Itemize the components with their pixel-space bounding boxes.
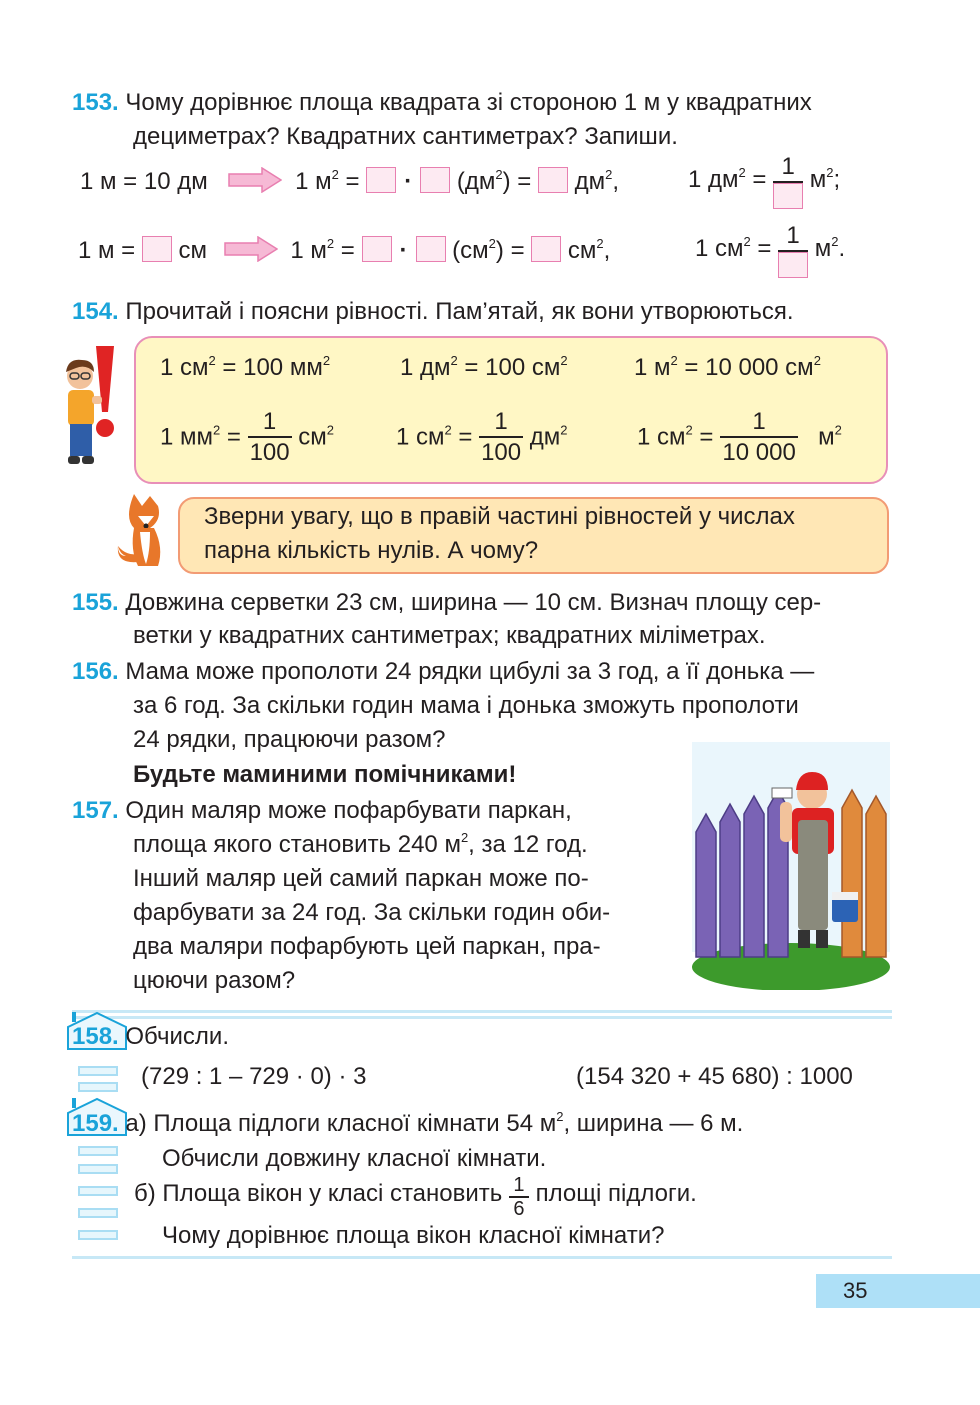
equation-text: 1 м	[290, 237, 327, 264]
note-line1: Зверни увагу, що в правій частині рівностей у числах	[204, 503, 795, 530]
task-156-motto: Будьте маминими помічниками!	[133, 761, 517, 788]
task-155-line2: ветки у квадратних сантиметрах; квадратних міліметрах.	[133, 622, 766, 649]
numerator: 1	[479, 408, 523, 438]
superscript: 2	[560, 422, 568, 438]
task-153-line1	[72, 86, 812, 120]
answer-box[interactable]	[538, 167, 568, 193]
numerator: 1	[773, 153, 803, 183]
task-number: 153.	[72, 89, 119, 116]
task-153-row2-right: 1 $см^2$ = 1 $м^2$.	[695, 222, 845, 282]
formula-row1-eq3	[634, 354, 821, 382]
equation-text: 1 м = 10 дм	[80, 168, 208, 195]
equation-text: м	[809, 166, 827, 193]
formula-row1-eq1	[160, 354, 330, 382]
fraction	[479, 408, 523, 468]
punctuation: .	[838, 235, 846, 262]
decor-bar	[78, 1146, 118, 1156]
equation-text: = 100 см	[457, 354, 561, 381]
task-text: , за 12 год.	[468, 831, 588, 858]
task-number: 159.	[72, 1110, 119, 1137]
equation-text: 1 дм	[688, 166, 739, 193]
numerator: 1	[778, 222, 808, 252]
superscript: 2	[834, 422, 842, 438]
equation-text: м	[818, 423, 835, 451]
numerator: 1	[248, 408, 292, 438]
task-159-line3	[134, 1174, 697, 1220]
decor-bar	[78, 1186, 118, 1196]
superscript: 2	[605, 167, 613, 182]
equation-text: см	[567, 237, 597, 264]
answer-box[interactable]	[420, 167, 450, 193]
task-159-line1	[72, 1107, 743, 1141]
superscript: 2	[813, 353, 821, 368]
formula-row1-eq2	[400, 354, 568, 382]
task-155-line1	[72, 586, 821, 620]
superscript: 2	[488, 236, 496, 251]
task-157-line4: фарбувати за 24 год. За скільки годин оби-	[133, 899, 611, 926]
denominator: 100	[249, 439, 290, 466]
superscript: 2	[596, 236, 604, 251]
task-157-line5: два маляри пофарбують цей паркан, пра-	[133, 933, 601, 960]
answer-box[interactable]	[366, 167, 396, 193]
denominator	[778, 252, 808, 282]
formula-row2-eq2: 1 $см^2$ = $\frac{1}{100}$ $дм^2$	[396, 408, 568, 466]
task-158-expr2: (154 320 + 45 680) : 1000	[576, 1063, 853, 1090]
task-number: 157.	[72, 797, 119, 824]
task-158-expr1: (729 : 1 – 729 · 0) · 3	[141, 1063, 367, 1090]
equation-text: дм	[529, 423, 561, 451]
task-number: 158.	[72, 1023, 119, 1050]
task-text: площі підлоги.	[535, 1180, 697, 1207]
note-line2: парна кількість нулів. А чому?	[204, 537, 539, 564]
equation-text: 1 м =	[78, 237, 136, 264]
answer-box[interactable]	[773, 183, 803, 209]
equation-text: = 100 мм	[215, 354, 323, 381]
superscript: 2	[556, 1109, 564, 1124]
section-divider-top-2	[72, 1016, 892, 1019]
task-text: площа якого становить 240 м	[133, 831, 461, 858]
decor-bar	[78, 1164, 118, 1174]
superscript: 2	[326, 236, 335, 251]
superscript: 2	[670, 353, 678, 368]
decor-bar	[78, 1082, 118, 1092]
task-159-line4: Чому дорівнює площа вікон класної кімнати?	[162, 1222, 665, 1249]
boy-with-exclamation-illustration	[58, 342, 128, 472]
decor-bar	[78, 1066, 118, 1076]
decor-bar	[78, 1208, 118, 1218]
page-number: 35	[843, 1278, 868, 1303]
superscript: 2	[495, 167, 503, 182]
superscript: 2	[326, 422, 335, 438]
superscript: 2	[213, 422, 221, 438]
task-text: Довжина серветки 23 см, ширина — 10 см. Визнач площу сер-	[125, 589, 822, 616]
equation-text: 1 см	[160, 354, 209, 381]
task-number: 155.	[72, 589, 119, 616]
section-divider-bottom	[72, 1256, 892, 1259]
equation-text: 1 см	[637, 423, 686, 451]
task-number: 154.	[72, 298, 119, 325]
superscript: 2	[322, 353, 331, 368]
denominator: 100	[481, 439, 522, 466]
painter-fence-illustration	[692, 742, 890, 990]
answer-box[interactable]	[778, 252, 808, 278]
task-157-line1	[72, 794, 572, 828]
superscript: 2	[460, 830, 469, 845]
equation-text: м	[814, 235, 832, 262]
equation-text: (дм	[456, 168, 496, 195]
superscript: 2	[738, 165, 746, 180]
task-153-line2: дециметрах? Квадратних сантиметрах? Запиши.	[133, 123, 678, 150]
task-158-line	[72, 1020, 229, 1054]
superscript: 2	[208, 353, 216, 368]
numerator: 1	[509, 1174, 529, 1198]
superscript: 2	[331, 167, 339, 182]
task-text: б) Площа вікон у класі становить	[134, 1180, 503, 1207]
superscript: 2	[450, 353, 458, 368]
equation-text: 1 дм	[400, 354, 451, 381]
task-text: а) Площа підлоги класної кімнати 54 м	[125, 1110, 557, 1137]
task-text: Один маляр може пофарбувати паркан,	[125, 797, 572, 824]
equation-text: см	[178, 237, 208, 264]
formula-row2-eq3: 1 $см^2$ = $\frac{1}{10 000}$ $м^2$	[637, 408, 842, 466]
equation-text: (см	[452, 237, 489, 264]
task-text: Прочитай і поясни рівності. Пам’ятай, як вони утворюються.	[125, 298, 794, 325]
task-156-line2: за 6 год. За скільки годин мама і донька зможуть прополоти	[133, 692, 799, 719]
task-154-line	[72, 295, 794, 329]
fraction	[509, 1174, 529, 1220]
task-number: 156.	[72, 658, 119, 685]
answer-box[interactable]	[416, 236, 446, 262]
equation-text: = 10 000 см	[677, 354, 814, 381]
superscript: 2	[831, 234, 839, 249]
superscript: 2	[685, 422, 693, 438]
superscript: 2	[826, 165, 834, 180]
task-text: , ширина — 6 м.	[563, 1110, 744, 1137]
answer-box[interactable]	[142, 236, 172, 262]
section-divider-top	[72, 1010, 892, 1013]
task-153-row1: 1 м = 10 дм 1 $м^2$ = · $(дм^2) = дм^2$,	[80, 167, 620, 195]
superscript: 2	[743, 234, 751, 249]
task-157-line2	[133, 828, 588, 862]
superscript: 2	[444, 422, 452, 438]
fraction	[778, 222, 808, 282]
answer-box[interactable]	[531, 236, 561, 262]
fox-illustration	[112, 490, 178, 572]
fraction	[248, 408, 292, 468]
task-157-line6: цюючи разом?	[133, 967, 296, 994]
superscript: 2	[560, 353, 568, 368]
denominator	[773, 183, 803, 213]
equation-text: 1 м	[295, 168, 332, 195]
equation-text: 1 см	[396, 423, 445, 451]
task-text: Обчисли.	[125, 1023, 229, 1050]
task-153-row2: 1 м = см 1 $м^2$ = · $(см^2) = см^2$,	[78, 236, 611, 264]
task-153-row1-right: 1 $дм^2$ = 1 $м^2$;	[688, 153, 840, 213]
task-157-line3: Інший маляр цей самий паркан може по-	[133, 865, 589, 892]
task-159-line2: Обчисли довжину класної кімнати.	[162, 1145, 547, 1172]
decor-bar	[78, 1230, 118, 1240]
arrow-right-icon	[224, 236, 278, 262]
fraction	[720, 408, 798, 468]
arrow-right-icon	[228, 167, 282, 193]
answer-box[interactable]	[362, 236, 392, 262]
equation-text: 1 см	[695, 235, 744, 262]
task-text: Чому дорівнює площа квадрата зі стороною 1 м у квадратних	[125, 89, 812, 116]
formula-row2-eq1: 1 $мм^2$ = $\frac{1}{100}$ $см^2$	[160, 408, 335, 466]
denominator: 6	[513, 1198, 525, 1220]
page-number-bar	[816, 1274, 980, 1308]
task-156-line3: 24 рядки, працюючи разом?	[133, 726, 446, 753]
punctuation: ;	[833, 166, 841, 193]
denominator: 10 000	[722, 439, 796, 466]
equation-text: см	[298, 423, 327, 451]
numerator: 1	[720, 408, 798, 438]
equation-text: 1 м	[634, 354, 671, 381]
task-text: Мама може прополоти 24 рядки цибулі за 3 год, а її донька —	[125, 658, 815, 685]
task-156-line1	[72, 655, 814, 689]
fraction	[773, 153, 803, 213]
equation-text: дм	[574, 168, 606, 195]
equation-text: 1 мм	[160, 423, 214, 451]
